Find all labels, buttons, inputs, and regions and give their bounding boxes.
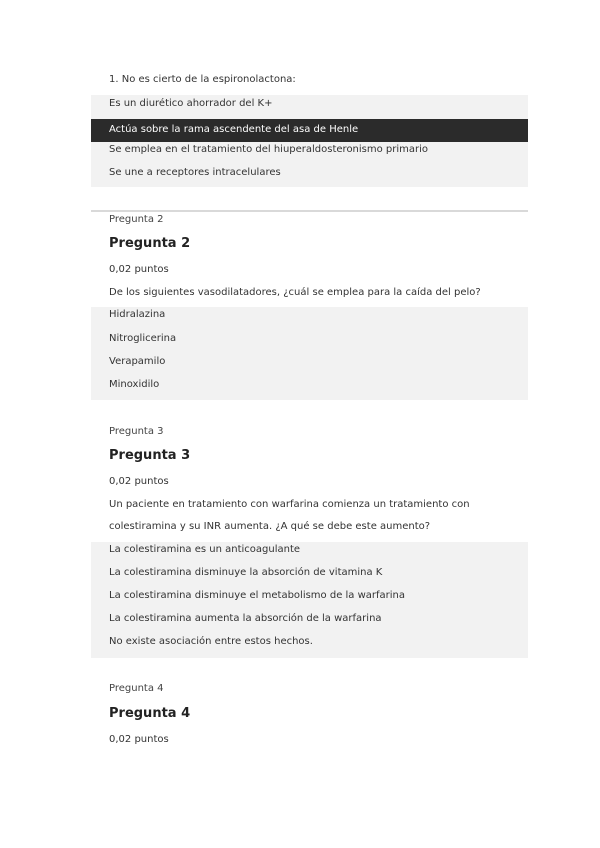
q3-label: Pregunta 3 <box>109 426 164 437</box>
q2-option-3[interactable]: Verapamilo <box>109 356 166 367</box>
q2-options <box>91 307 528 400</box>
q4-title: Pregunta 4 <box>109 706 191 721</box>
q1-option-2: Actúa sobre la rama ascendente del asa de Henle <box>109 124 359 135</box>
q1-option-4[interactable]: Se une a receptores intracelulares <box>109 167 281 178</box>
q3-prompt-line-1: Un paciente en tratamiento con warfarina comienza un tratamiento con <box>109 499 470 510</box>
q3-points: 0,02 puntos <box>109 476 169 487</box>
q1-option-2-selected[interactable] <box>91 119 528 142</box>
q1-prompt: 1. No es cierto de la espironolactona: <box>109 74 296 85</box>
q2-title: Pregunta 2 <box>109 236 191 251</box>
q4-points: 0,02 puntos <box>109 734 169 745</box>
q3-title: Pregunta 3 <box>109 448 191 463</box>
q2-option-1[interactable]: Hidralazina <box>109 309 166 320</box>
question-divider <box>91 210 528 212</box>
q2-points: 0,02 puntos <box>109 264 169 275</box>
q3-options <box>91 542 528 658</box>
q1-option-1[interactable]: Es un diurético ahorrador del K+ <box>109 98 273 109</box>
q3-option-3[interactable]: La colestiramina disminuye el metabolismo de la warfarina <box>109 590 406 601</box>
q2-prompt: De los siguientes vasodilatadores, ¿cuál se emplea para la caída del pelo? <box>109 287 481 298</box>
q1-options <box>91 95 528 187</box>
q3-option-5[interactable]: No existe asociación entre estos hechos. <box>109 636 313 647</box>
q2-option-2[interactable]: Nitroglicerina <box>109 333 177 344</box>
q3-option-2[interactable]: La colestiramina disminuye la absorción de vitamina K <box>109 567 383 578</box>
q2-label: Pregunta 2 <box>109 214 164 225</box>
q1-option-3[interactable]: Se emplea en el tratamiento del hiuperaldosteronismo primario <box>109 144 429 155</box>
q2-option-4[interactable]: Minoxidilo <box>109 379 160 390</box>
q4-label: Pregunta 4 <box>109 683 164 694</box>
q3-option-4[interactable]: La colestiramina aumenta la absorción de la warfarina <box>109 613 382 624</box>
q3-prompt-line-2: colestiramina y su INR aumenta. ¿A qué se debe este aumento? <box>109 521 431 532</box>
q3-option-1[interactable]: La colestiramina es un anticoagulante <box>109 544 301 555</box>
